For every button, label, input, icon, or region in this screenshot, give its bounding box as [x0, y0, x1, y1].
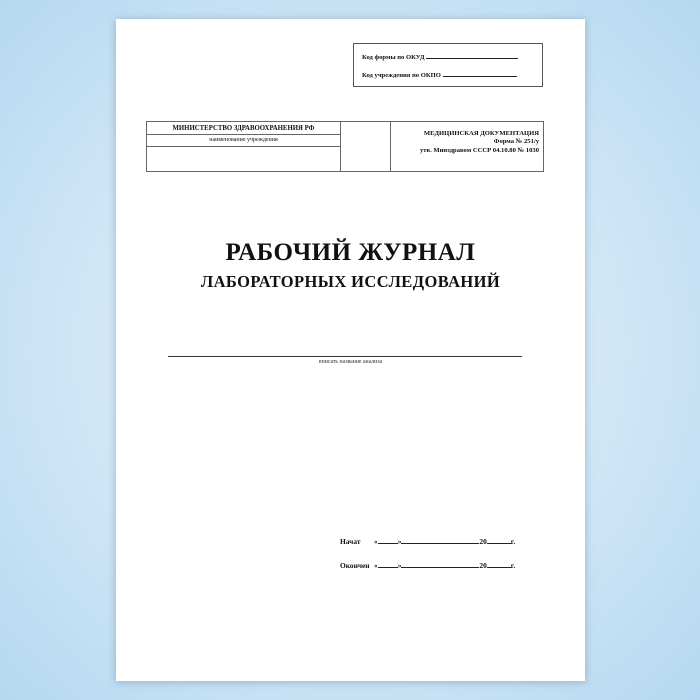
journal-cover — [116, 19, 585, 681]
organization-cell — [147, 122, 341, 171]
header-spacer-cell — [340, 122, 391, 171]
header-table — [146, 121, 544, 172]
page-title: РАБОЧИЙ ЖУРНАЛ — [225, 239, 476, 266]
okpo-row — [362, 70, 517, 79]
year-suffix: г. — [510, 561, 516, 570]
institution-caption: наименование учреждения — [147, 134, 340, 147]
end-date-label: Окончен — [340, 561, 370, 570]
quote-open: « — [374, 537, 378, 546]
end-month-field[interactable] — [401, 560, 479, 568]
start-date-row — [340, 536, 515, 546]
analysis-name-field[interactable] — [168, 356, 522, 357]
century-label: 20 — [479, 537, 487, 546]
medical-document-info — [420, 130, 539, 155]
ministry-name: МИНИСТЕРСТВО ЗДРАВООХРАНЕНИЯ РФ — [172, 125, 315, 132]
okpo-label: Код учреждения по ОКПО — [362, 72, 441, 79]
start-day-field[interactable] — [378, 536, 398, 544]
form-codes-box — [353, 43, 543, 87]
okud-field[interactable] — [426, 52, 518, 59]
century-label: 20 — [479, 561, 487, 570]
end-day-field[interactable] — [378, 560, 398, 568]
start-year-field[interactable] — [487, 536, 511, 544]
med-doc-title: МЕДИЦИНСКАЯ ДОКУМЕНТАЦИЯ — [423, 130, 539, 137]
quote-close: » — [397, 561, 402, 570]
quote-open: « — [374, 561, 378, 570]
approval-note: утв. Минздравом СССР 04.10.80 № 1030 — [419, 146, 539, 154]
end-date-row — [340, 560, 515, 570]
end-year-field[interactable] — [487, 560, 511, 568]
analysis-name-hint: вписать название анализа — [318, 359, 383, 365]
page-subtitle: ЛАБОРАТОРНЫХ ИССЛЕДОВАНИЙ — [200, 272, 501, 291]
quote-close: » — [397, 537, 402, 546]
okud-label: Код формы по ОКУД — [362, 54, 425, 61]
okpo-field[interactable] — [443, 70, 517, 77]
okud-row — [362, 52, 518, 61]
form-number: Форма № 251/у — [493, 138, 539, 146]
year-suffix: г. — [510, 537, 516, 546]
start-month-field[interactable] — [401, 536, 479, 544]
start-date-label: Начат — [340, 537, 361, 546]
